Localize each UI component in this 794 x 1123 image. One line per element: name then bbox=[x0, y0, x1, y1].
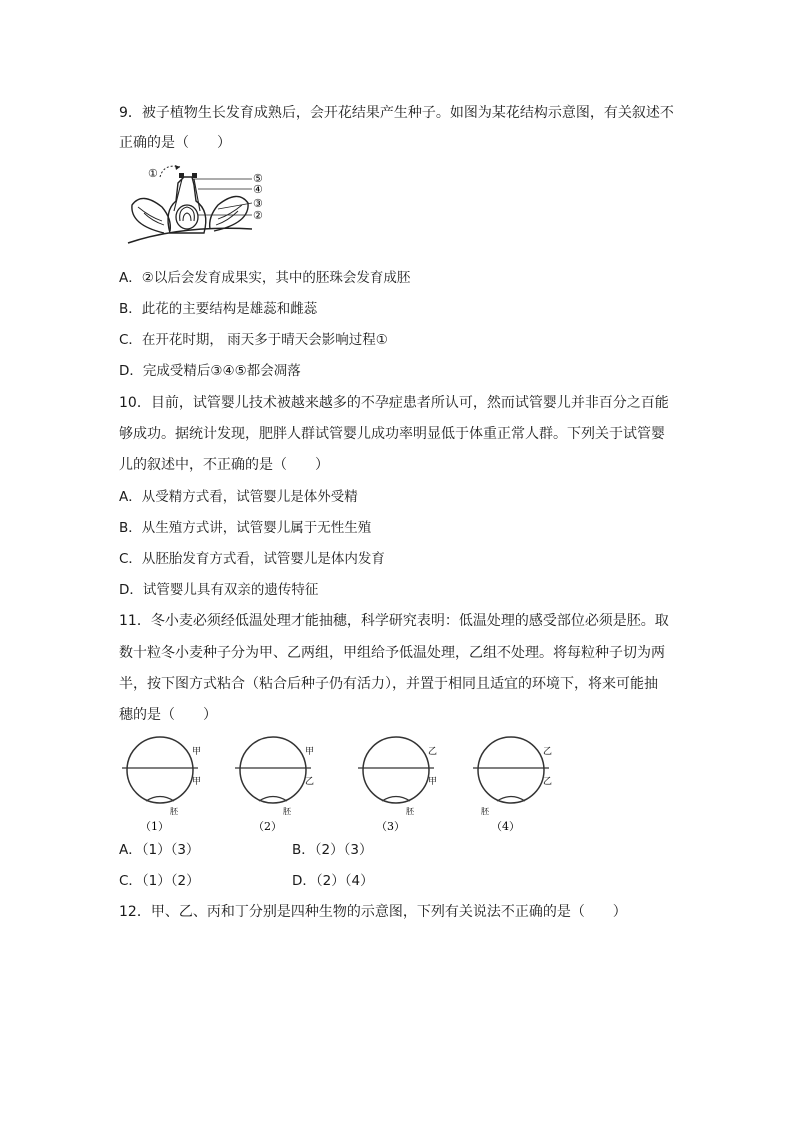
q11-option-b: B．（2）（3） bbox=[292, 842, 373, 858]
seed-3-top-label: 乙 bbox=[428, 747, 438, 757]
figure-label-3: ③ bbox=[253, 197, 263, 210]
figure-label-4: ④ bbox=[253, 183, 263, 196]
figure-label-2: ② bbox=[253, 209, 263, 222]
seed-4-bottom-label: 乙 bbox=[543, 777, 553, 787]
seed-1-embryo-label: 胚 bbox=[170, 807, 178, 816]
q10-option-c: C．从胚胎发育方式看，试管婴儿是体内发育 bbox=[119, 551, 385, 567]
q10-stem-line1: 10．目前，试管婴儿技术被越来越多的不孕症患者所认可，然而试管婴儿并非百分之百能 bbox=[119, 395, 669, 411]
seed-1-caption: （1） bbox=[140, 820, 169, 833]
q11-option-a: A．（1）（3） bbox=[119, 842, 200, 858]
q10-stem-line3: 儿的叙述中，不正确的是（ ） bbox=[119, 457, 329, 473]
q11-option-d: D．（2）（4） bbox=[292, 873, 374, 889]
q10-option-b: B．从生殖方式讲，试管婴儿属于无性生殖 bbox=[119, 520, 372, 536]
seed-2-embryo-label: 胚 bbox=[283, 807, 291, 816]
q10-option-a: A．从受精方式看，试管婴儿是体外受精 bbox=[119, 489, 358, 505]
seed-2-bottom-label: 乙 bbox=[305, 777, 315, 787]
q9-option-c: C．在开花时期， 雨天多于晴天会影响过程① bbox=[119, 332, 388, 348]
q9-option-b: B．此花的主要结构是雄蕊和雌蕊 bbox=[119, 301, 318, 317]
figure-label-1: ① bbox=[148, 167, 158, 180]
seed-4-top-label: 乙 bbox=[543, 747, 553, 757]
figure-label-5: ⑤ bbox=[253, 172, 263, 185]
q11-stem-line4: 穗的是（ ） bbox=[119, 707, 217, 723]
seed-3-embryo-label: 胚 bbox=[406, 807, 414, 816]
seed-diagram-3 bbox=[358, 737, 437, 833]
seed-1-top-label: 甲 bbox=[192, 747, 202, 757]
q12-stem-line1: 12．甲、乙、丙和丁分别是四种生物的示意图，下列有关说法不正确的是（ ） bbox=[119, 904, 627, 920]
q10-option-d: D．试管婴儿具有双亲的遗传特征 bbox=[119, 582, 319, 598]
q9-stem-line1: 9．被子植物生长发育成熟后，会开花结果产生种子。如图为某花结构示意图，有关叙述不 bbox=[119, 105, 674, 121]
seed-2-caption: （2） bbox=[253, 820, 282, 833]
q11-option-c: C．（1）（2） bbox=[119, 873, 200, 889]
seed-1-bottom-label: 甲 bbox=[192, 777, 202, 787]
q9-option-d: D．完成受精后③④⑤都会凋落 bbox=[119, 363, 301, 379]
seed-4-caption: （4） bbox=[491, 820, 520, 833]
seed-3-bottom-label: 甲 bbox=[428, 777, 438, 787]
seed-diagram-4 bbox=[473, 737, 552, 833]
seed-diagram-2 bbox=[235, 737, 314, 833]
seed-grafting-figure bbox=[118, 732, 568, 836]
q9-stem-line2: 正确的是（ ） bbox=[119, 135, 231, 151]
seed-2-top-label: 甲 bbox=[305, 747, 315, 757]
seed-4-embryo-label: 胚 bbox=[481, 807, 489, 816]
q9-option-a: A．②以后会发育成果实，其中的胚珠会发育成胚 bbox=[119, 270, 411, 286]
q11-stem-line3: 半，按下图方式粘合（粘合后种子仍有活力），并置于相同且适宜的环境下，将来可能抽 bbox=[119, 676, 658, 692]
q10-stem-line2: 够成功。据统计发现，肥胖人群试管婴儿成功率明显低于体重正常人群。下列关于试管婴 bbox=[119, 426, 665, 442]
q11-stem-line1: 11．冬小麦必须经低温处理才能抽穗，科学研究表明：低温处理的感受部位必须是胚。取 bbox=[119, 613, 669, 629]
seed-diagram-1 bbox=[122, 737, 201, 833]
q11-stem-line2: 数十粒冬小麦种子分为甲、乙两组，甲组给予低温处理，乙组不处理。将每粒种子切为两 bbox=[119, 645, 665, 661]
flower-structure-figure bbox=[122, 163, 282, 253]
seed-3-caption: （3） bbox=[376, 820, 405, 833]
